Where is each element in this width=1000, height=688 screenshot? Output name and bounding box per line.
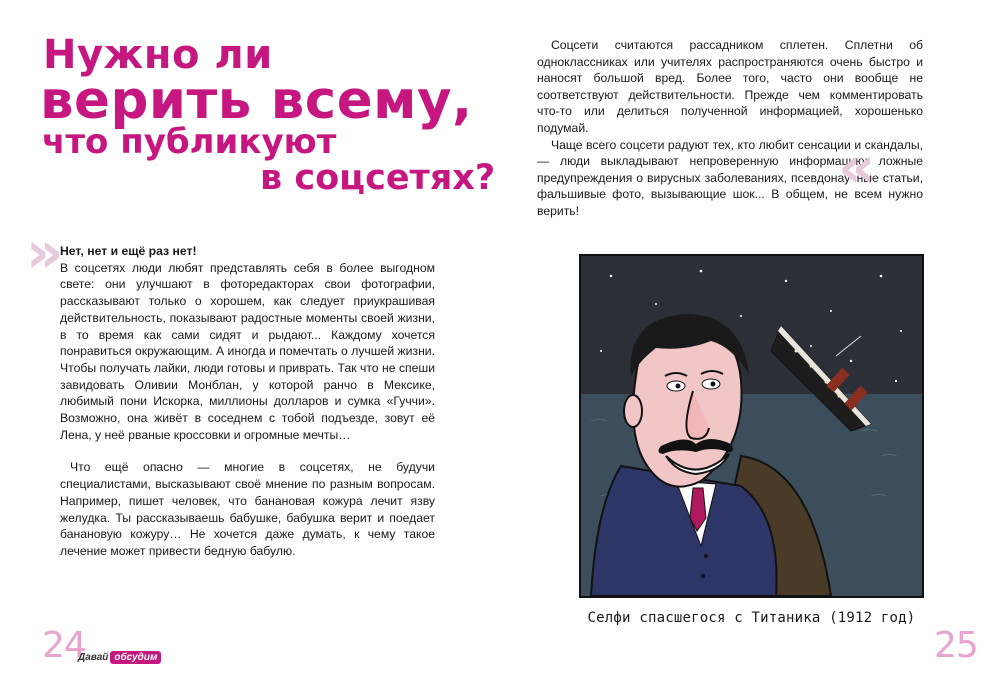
headline-line-4: в соцсетях? [260,158,496,198]
headline-line-2: верить всему, [40,70,473,131]
page-number-left: 24 [42,625,86,666]
cartoon-image [581,256,922,596]
rubric-tag: обсудим [110,651,161,664]
lead-line: Нет, нет и ещё раз нет! [60,244,197,258]
rubric-label [78,651,161,664]
chevron-right-icon: » [26,218,64,286]
headline-line-3: что публикуют [42,122,337,162]
left-body-text [60,243,435,560]
paragraph-2: Что ещё опасно — многие в соцсетях, не будучи специалистами, высказывают своё мнение по разным вопросам. Например, пишет человек, что банановая кожура лечит язву желудка. Ты рассказываешь бабушке, бабушка верит и поедает банановую кожуру… Не хочется даже думать, к чему такое лечение может привести бедную бабулю. [60,460,435,558]
paragraph-3: Соцсети считаются рассадником сплетен. Сплетни об одноклассниках или учителях распространяются очень быстро и наносят большой вред. Более того, часто они вообще не соответствуют действительности. Прежде чем комментировать что-то или делиться полученной информацией, хорошенько подумай. [537,38,923,135]
paragraph-1: В соцсетях люди любят представлять себя в более выгодном свете: они улучшают в фоторедакторах свои фотографии, рассказывают только о хорошем, как следует приукрашивая действительность, показывают радостные моменты своей жизни, в то время как сами сидят и рыдают... Каждому хочется понравиться окружающим. А иногда и помечтать о лучшей жизни. Чтобы получать лайки, люди готовы и приврать. Так что не спеши завидовать Оливии Монблан, у которой ранчо в Мексике, любимый пони Искорка, миллионы долларов и сумка «Гуччи». Возможно, она живёт в соседнем с тобой подъезде, зовут её Лена, у неё рваные кроссовки и огромные мечты… [60,260,435,442]
paragraph-4: Чаще всего соцсети радуют тех, кто любит сенсации и скандалы, — люди выкладывают непроверенную информацию: ложные предупреждения о вирусных заболеваниях, псевдонаучные статьи, фальшивые фото, вызывающие шок... В общем, не всем нужно верить! [537,137,923,218]
chevron-left-icon: « [838,133,876,201]
headline-line-1: Нужно ли [43,32,273,78]
titanic-selfie-illustration [579,254,924,598]
rubric-prefix: Давай [78,652,109,663]
illustration-caption: Селфи спасшегося с Титаника (1912 год) [587,610,916,626]
page-number-right: 25 [934,625,978,666]
